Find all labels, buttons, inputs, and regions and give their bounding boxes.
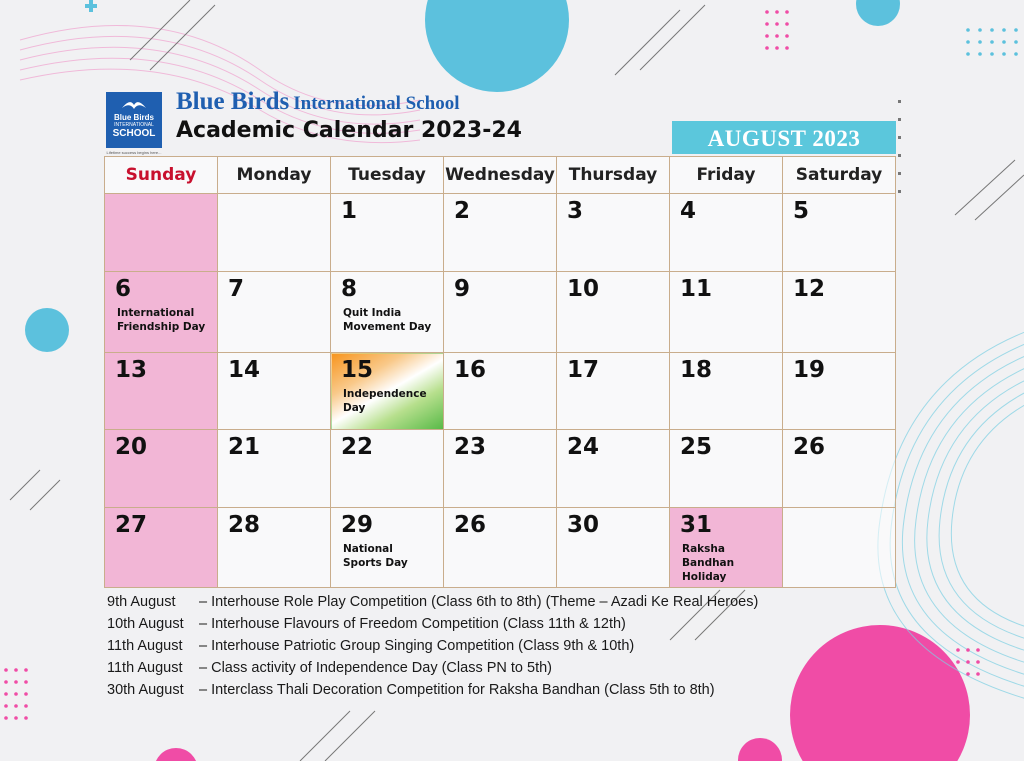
calendar-day-cell bbox=[331, 353, 444, 430]
day-number: 1 bbox=[341, 198, 358, 224]
weekday-tuesday: Tuesday bbox=[331, 157, 444, 194]
calendar-day-cell bbox=[331, 272, 444, 353]
day-number: 27 bbox=[115, 512, 148, 538]
calendar-day-cell bbox=[105, 272, 218, 353]
event-description: – Interclass Thali Decoration Competition for Raksha Bandhan (Class 5th to 8th) bbox=[199, 682, 715, 698]
day-number: 5 bbox=[793, 198, 810, 224]
decor-plus-sign bbox=[85, 0, 97, 12]
bird-icon bbox=[120, 96, 148, 112]
decor-circle-bottom-mid bbox=[738, 738, 782, 761]
calendar-day-cell bbox=[444, 194, 557, 272]
day-event-label: Raksha Bandhan Holiday bbox=[682, 543, 735, 583]
day-number: 3 bbox=[567, 198, 584, 224]
calendar-day-cell bbox=[105, 353, 218, 430]
calendar-grid bbox=[104, 156, 896, 588]
calendar-day-cell bbox=[670, 272, 783, 353]
calendar-day-cell bbox=[783, 194, 896, 272]
day-number: 30 bbox=[567, 512, 600, 538]
weekday-sunday: Sunday bbox=[105, 157, 218, 194]
logo-line-international: INTERNATIONAL bbox=[114, 122, 154, 128]
school-name-main: Blue Birds bbox=[176, 88, 290, 115]
logo-line-name: Blue Birds bbox=[113, 113, 154, 122]
day-number: 28 bbox=[228, 512, 261, 538]
month-banner: AUGUST 2023 bbox=[672, 121, 896, 154]
day-number: 9 bbox=[454, 276, 471, 302]
event-description: – Interhouse Flavours of Freedom Competition (Class 11th & 12th) bbox=[199, 616, 626, 632]
weekday-monday: Monday bbox=[218, 157, 331, 194]
calendar-day-cell bbox=[557, 508, 670, 588]
decor-dot-grid-bottom-left bbox=[4, 668, 28, 720]
decor-circle-top bbox=[425, 0, 569, 92]
day-number: 8 bbox=[341, 276, 358, 302]
day-event-label: International Friendship Day bbox=[117, 307, 206, 333]
decor-circle-bottom-left bbox=[154, 748, 198, 761]
calendar-body bbox=[105, 194, 896, 588]
day-number: 16 bbox=[454, 357, 487, 383]
calendar-title: Academic Calendar 2023-24 bbox=[176, 118, 522, 143]
day-number: 26 bbox=[454, 512, 487, 538]
calendar-week-row bbox=[105, 430, 896, 508]
calendar-day-cell bbox=[444, 430, 557, 508]
day-number: 20 bbox=[115, 434, 148, 460]
day-number: 23 bbox=[454, 434, 487, 460]
event-date: 9th August bbox=[107, 594, 176, 610]
day-number: 25 bbox=[680, 434, 713, 460]
calendar-day-cell bbox=[444, 272, 557, 353]
event-date: 30th August bbox=[107, 682, 184, 698]
calendar-day-cell bbox=[557, 430, 670, 508]
school-name-sub: International School bbox=[293, 93, 460, 114]
calendar-day-cell bbox=[783, 272, 896, 353]
weekday-header-row bbox=[105, 157, 896, 194]
day-number: 11 bbox=[680, 276, 713, 302]
calendar-week-row bbox=[105, 272, 896, 353]
calendar-day-cell bbox=[218, 194, 331, 272]
day-event-label: National Sports Day bbox=[343, 543, 408, 569]
calendar-day-cell bbox=[105, 508, 218, 588]
calendar-day-cell bbox=[557, 353, 670, 430]
event-date: 10th August bbox=[107, 616, 184, 632]
day-number: 19 bbox=[793, 357, 826, 383]
calendar-day-cell bbox=[105, 430, 218, 508]
day-event-label: Quit India Movement Day bbox=[343, 307, 432, 333]
calendar-day-cell bbox=[557, 194, 670, 272]
day-number: 4 bbox=[680, 198, 697, 224]
event-description: – Interhouse Role Play Competition (Class 6th to 8th) (Theme – Azadi Ke Real Heroes) bbox=[199, 594, 759, 610]
logo-line-school: SCHOOL bbox=[112, 128, 156, 139]
day-number: 17 bbox=[567, 357, 600, 383]
day-number: 14 bbox=[228, 357, 261, 383]
event-description: – Interhouse Patriotic Group Singing Competition (Class 9th & 10th) bbox=[199, 638, 635, 654]
calendar-day-cell bbox=[105, 194, 218, 272]
calendar-week-row bbox=[105, 353, 896, 430]
calendar-week-row bbox=[105, 508, 896, 588]
decor-circle-left bbox=[25, 308, 69, 352]
calendar-day-cell bbox=[783, 430, 896, 508]
calendar-day-cell bbox=[670, 353, 783, 430]
decor-circle-top-right bbox=[856, 0, 900, 26]
calendar-day-cell bbox=[218, 508, 331, 588]
day-number: 6 bbox=[115, 276, 132, 302]
calendar-day-cell bbox=[218, 353, 331, 430]
calendar-day-cell bbox=[331, 194, 444, 272]
decor-dot-grid-top-right bbox=[966, 28, 1018, 56]
day-number: 2 bbox=[454, 198, 471, 224]
day-number: 10 bbox=[567, 276, 600, 302]
school-logo bbox=[106, 92, 162, 155]
calendar-day-cell bbox=[670, 508, 783, 588]
day-number: 7 bbox=[228, 276, 245, 302]
calendar-day-cell bbox=[444, 508, 557, 588]
day-number: 29 bbox=[341, 512, 374, 538]
calendar-day-cell bbox=[670, 430, 783, 508]
decor-dash-column bbox=[898, 100, 901, 193]
calendar-day-cell bbox=[331, 508, 444, 588]
day-number: 31 bbox=[680, 512, 713, 538]
weekday-friday: Friday bbox=[670, 157, 783, 194]
logo-tagline: Lifetime success begins here... bbox=[106, 150, 162, 155]
calendar-day-cell bbox=[218, 430, 331, 508]
weekday-thursday: Thursday bbox=[557, 157, 670, 194]
day-number: 24 bbox=[567, 434, 600, 460]
day-number: 18 bbox=[680, 357, 713, 383]
calendar-day-cell bbox=[218, 272, 331, 353]
day-number: 26 bbox=[793, 434, 826, 460]
day-number: 22 bbox=[341, 434, 374, 460]
decor-dot-grid-top bbox=[765, 10, 789, 50]
day-number: 13 bbox=[115, 357, 148, 383]
event-description: – Class activity of Independence Day (Class PN to 5th) bbox=[199, 660, 552, 676]
school-name bbox=[176, 88, 460, 116]
weekday-wednesday: Wednesday bbox=[444, 157, 557, 194]
day-event-label: Independence Day bbox=[343, 388, 427, 414]
calendar-day-cell bbox=[331, 430, 444, 508]
event-date: 11th August bbox=[107, 660, 183, 676]
calendar-week-row bbox=[105, 194, 896, 272]
day-number: 15 bbox=[341, 357, 374, 383]
calendar-day-cell bbox=[670, 194, 783, 272]
day-number: 12 bbox=[793, 276, 826, 302]
weekday-saturday: Saturday bbox=[783, 157, 896, 194]
calendar-day-cell bbox=[783, 508, 896, 588]
calendar-day-cell bbox=[557, 272, 670, 353]
calendar-day-cell bbox=[444, 353, 557, 430]
decor-circle-bottom-right bbox=[790, 625, 970, 761]
event-date: 11th August bbox=[107, 638, 183, 654]
day-number: 21 bbox=[228, 434, 261, 460]
calendar-day-cell bbox=[783, 353, 896, 430]
